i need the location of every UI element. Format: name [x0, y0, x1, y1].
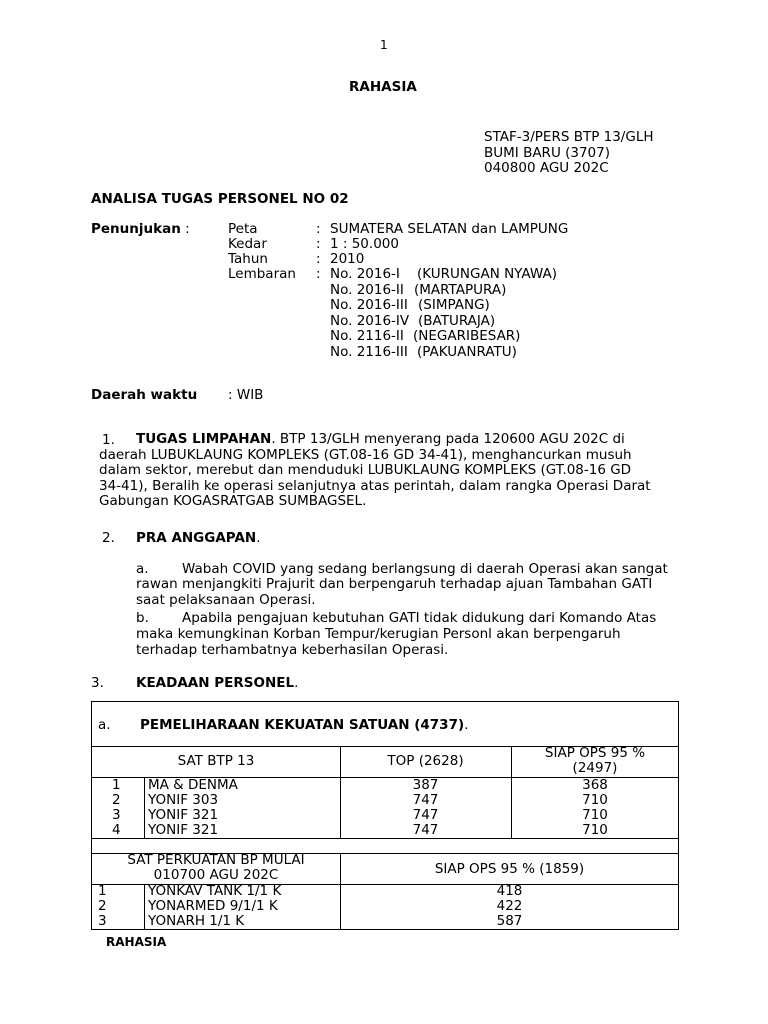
bp-header	[92, 853, 340, 883]
header-sat-btp: SAT BTP 13	[177, 753, 255, 769]
reference-label-group: Penunjukan :	[91, 221, 190, 237]
row-top: 387	[412, 777, 439, 793]
row-unit: YONIF 321	[148, 807, 219, 823]
row-number: 2	[112, 792, 121, 808]
section-2-heading: PRA ANGGAPAN	[136, 530, 257, 546]
row-value: 418	[496, 883, 523, 899]
section-3-number: 3.	[91, 675, 104, 691]
document-title: ANALISA TUGAS PERSONEL NO 02	[91, 191, 349, 207]
item-a-body	[136, 577, 678, 608]
period: .	[294, 675, 299, 691]
row-value: 587	[496, 913, 523, 929]
table-row	[92, 899, 680, 914]
field-value-kedar: 1 : 50.000	[330, 236, 399, 252]
section-1-heading: TUGAS LIMPAHAN	[136, 431, 272, 447]
row-number: 1	[98, 883, 107, 899]
section-1-number: 1.	[102, 432, 115, 448]
item-b-first-line: Apabila pengajuan kebutuhan GATI tidak didukung dari Komando Atas	[182, 610, 657, 626]
field-name-kedar: Kedar	[228, 236, 267, 252]
colon: :	[316, 266, 321, 282]
field-value-peta: SUMATERA SELATAN dan LAMPUNG	[330, 221, 569, 237]
period: .	[464, 717, 469, 733]
section-2-heading-group	[136, 530, 261, 546]
header-top: TOP (2628)	[387, 753, 464, 769]
row-number: 3	[112, 807, 121, 823]
sheet-name: (NEGARIBESAR)	[413, 328, 521, 344]
time-zone-value: : WIB	[228, 387, 264, 403]
sheet-name: (MARTAPURA)	[414, 281, 507, 298]
row-unit: YONARH 1/1 K	[148, 913, 245, 929]
field-name-lembaran: Lembaran	[228, 266, 296, 282]
sheet-name: (PAKUANRATU)	[417, 343, 517, 360]
row-unit: MA & DENMA	[148, 777, 238, 793]
table-row	[92, 808, 680, 823]
section-3-heading: KEADAAN PERSONEL	[136, 675, 295, 691]
row-unit: YONARMED 9/1/1 K	[148, 898, 278, 914]
colon: :	[316, 236, 321, 252]
section-3-heading-group	[136, 675, 298, 691]
item-b-line: maka kemungkinan Korban Tempur/kerugian Personl akan berpengaruh	[136, 626, 621, 642]
table-row	[92, 823, 680, 838]
classification-bottom: RAHASIA	[106, 935, 167, 949]
reference-field-names	[228, 221, 296, 281]
time-zone-label: Daerah waktu	[91, 387, 198, 403]
sheet-name: (KURUNGAN NYAWA)	[417, 266, 557, 282]
header-siap-ops-line: (2497)	[572, 760, 618, 776]
header-siap-ops-line: SIAP OPS 95 %	[544, 745, 646, 761]
reference-label: Penunjukan	[91, 221, 181, 237]
table-row	[92, 914, 680, 929]
sheet-name: (SIMPANG)	[418, 297, 490, 313]
row-siap: 710	[582, 792, 608, 808]
table-row	[92, 793, 680, 808]
field-name-tahun: Tahun	[228, 251, 268, 267]
colon: :	[316, 251, 321, 267]
table-row	[92, 884, 680, 899]
row-value: 422	[496, 898, 523, 914]
table-a-title: PEMELIHARAAN KEKUATAN SATUAN (4737)	[140, 717, 465, 733]
row-number: 3	[98, 913, 107, 929]
colon: :	[316, 221, 321, 237]
section-2-number: 2.	[102, 530, 115, 546]
section-1-line: . BTP 13/GLH menyerang pada 120600 AGU 202C di	[271, 431, 625, 447]
section-1-line: dalam sektor, merebut dan menduduki LUBUKLAUNG KOMPLEKS (GT.08-16 GD	[99, 462, 632, 479]
section-1-line: Gabungan KOGASRATGAB SUMBAGSEL.	[99, 493, 367, 510]
item-b-body	[136, 627, 678, 658]
sheet-number: No. 2016-III	[330, 297, 408, 313]
item-b-line: terhadap terhambatnya keberhasilan Operasi.	[136, 641, 449, 658]
reference-colons	[316, 221, 321, 281]
row-unit: YONKAV TANK 1/1 K	[148, 883, 282, 899]
bp-header-line: SAT PERKUATAN BP MULAI	[127, 852, 305, 868]
row-top: 747	[412, 822, 439, 838]
section-1-line: daerah LUBUKLAUNG KOMPLEKS (GT.08-16 GD 34-41), menghancurkan musuh	[99, 446, 632, 463]
table-a-label: a.	[98, 717, 111, 733]
field-value-tahun: 2010	[330, 251, 365, 267]
bp-header-line: 010700 AGU 202C	[153, 867, 279, 883]
section-1-line: 34-41), Beralih ke operasi selanjutnya atas perintah, dalam rangka Operasi Darat	[99, 477, 651, 494]
header-ref-line: 040800 AGU 202C	[484, 160, 609, 176]
section-1-body	[99, 432, 678, 510]
classification-top: RAHASIA	[349, 79, 417, 95]
row-top: 747	[412, 807, 439, 823]
row-unit: YONIF 303	[148, 792, 219, 808]
header-ref-line: STAF-3/PERS BTP 13/GLH	[484, 129, 654, 145]
row-top: 747	[412, 792, 439, 808]
sheet-number: No. 2016-II	[330, 281, 404, 298]
sheet-name: (BATURAJA)	[418, 312, 496, 329]
header-siap-ops	[511, 746, 679, 776]
item-b-label: b.	[136, 610, 149, 626]
row-siap: 710	[582, 807, 608, 823]
item-a-first-line: Wabah COVID yang sedang berlangsung di daerah Operasi akan sangat	[182, 561, 668, 577]
bp-siap-header: SIAP OPS 95 % (1859)	[434, 861, 585, 877]
sheet-number: No. 2116-II	[330, 328, 404, 344]
header-reference	[484, 130, 654, 177]
item-a-label: a.	[136, 561, 149, 577]
row-unit: YONIF 321	[148, 822, 219, 838]
table-body	[92, 778, 680, 838]
row-number: 2	[98, 898, 107, 914]
header-ref-line: BUMI BARU (3707)	[484, 144, 611, 161]
sheet-number: No. 2016-I	[330, 266, 400, 282]
item-a-line: rawan menjangkiti Prajurit dan berpengaruh terhadap ajuan Tambahan GATI	[136, 576, 653, 592]
item-a-line: saat pelaksanaan Operasi.	[136, 591, 316, 608]
row-siap: 710	[582, 822, 608, 838]
sheet-number: No. 2016-IV	[330, 312, 410, 329]
row-number: 1	[112, 777, 121, 793]
period: .	[256, 530, 261, 546]
bp-body	[92, 884, 680, 929]
reference-field-values	[330, 221, 568, 266]
page-number: 1	[380, 38, 388, 52]
field-name-peta: Peta	[228, 221, 258, 237]
personnel-table	[91, 701, 679, 930]
row-siap: 368	[582, 777, 608, 793]
table-row	[92, 778, 680, 793]
sheet-number: No. 2116-III	[330, 343, 408, 360]
row-number: 4	[112, 822, 121, 838]
sheet-list	[330, 266, 557, 360]
table-a-title-group	[140, 717, 468, 733]
